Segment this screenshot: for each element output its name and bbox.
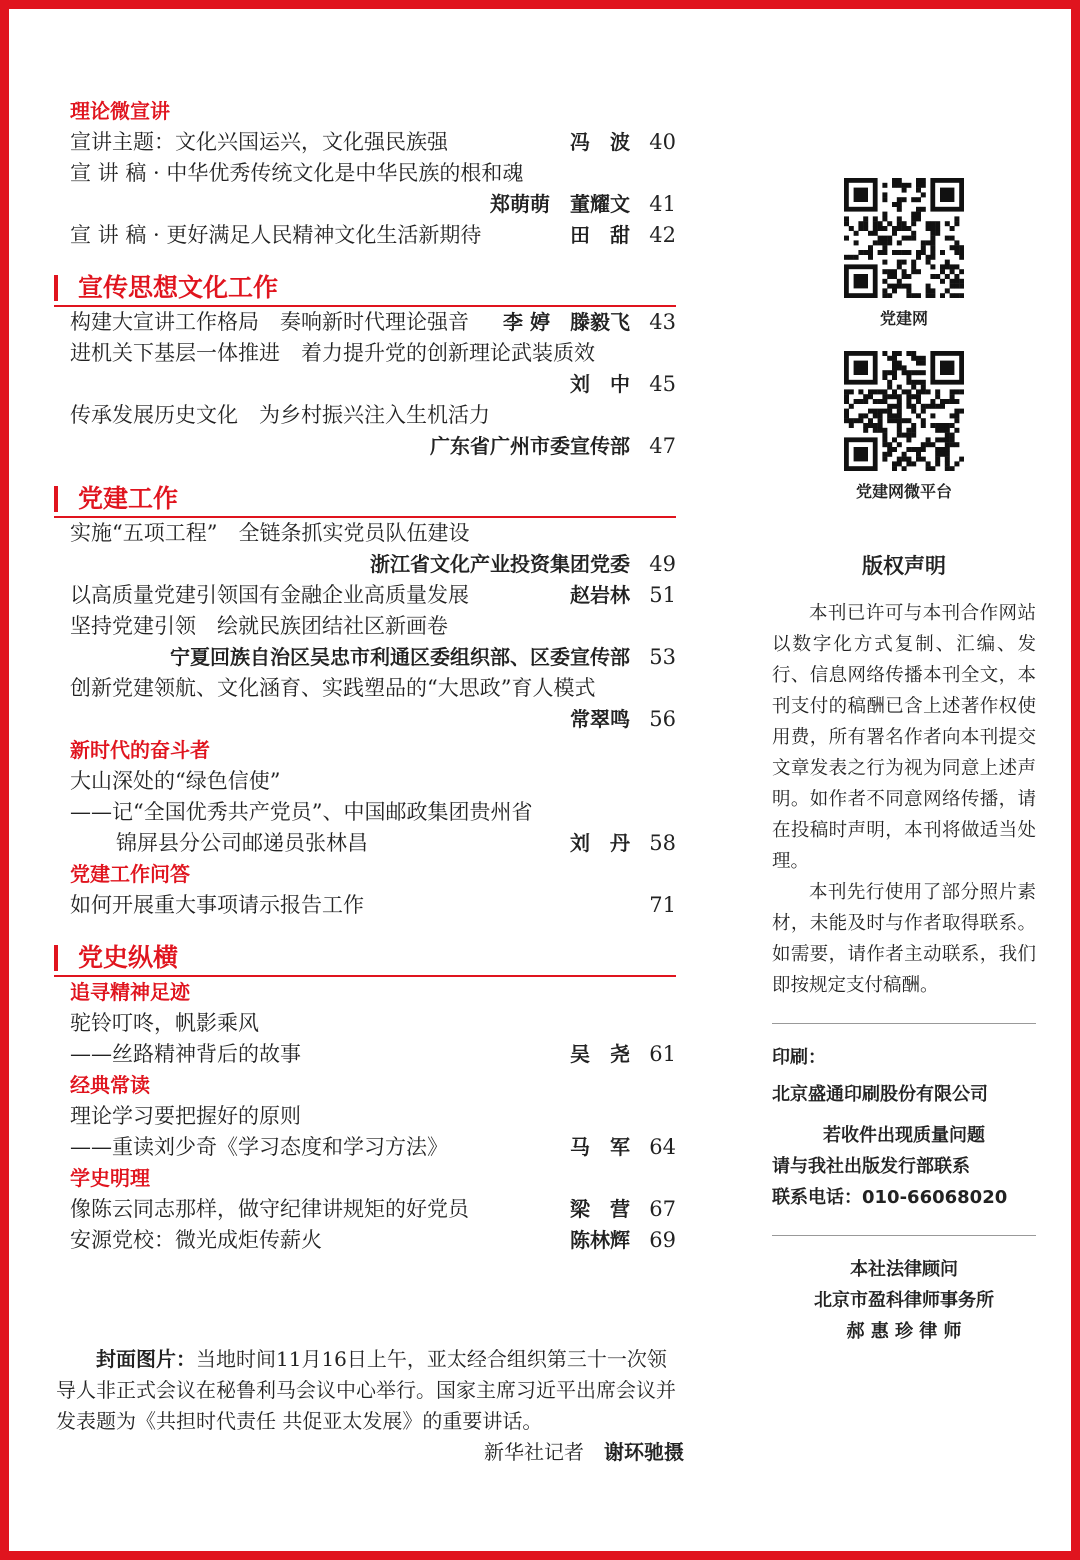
copyright-paragraph: 本刊已许可与本刊合作网站以数字化方式复制、汇编、发行、信息网络传播本刊全文，本刊支付的稿酬已含上述著作权使用费，所有署名作者向本刊提交文章发表之行为视为同意上述声明。如作者不同意网络传播，请在投稿时声明，本刊将做适当处理。 — [772, 603, 1036, 872]
entry-page: 56 — [649, 707, 676, 731]
toc-entry[interactable] — [70, 127, 676, 158]
entry-title: 宣 讲 稿 · 中华优秀传统文化是中华民族的根和魂 — [70, 161, 524, 185]
entry-author: 梁 营 — [570, 1197, 630, 1221]
entry-page: 43 — [649, 310, 676, 334]
lawyer-name: 郝 惠 珍 律 师 — [846, 1321, 962, 1342]
entry-subtitle: ——丝路精神背后的故事 — [70, 1042, 301, 1066]
toc-entry[interactable] — [70, 1194, 676, 1225]
table-of-contents — [70, 96, 676, 1256]
entry-title: 进机关下基层一体推进 着力提升党的创新理论武装质效 — [70, 341, 595, 365]
printer-name: 北京盛通印刷股份有限公司 — [772, 1084, 988, 1105]
toc-entry[interactable] — [70, 1132, 676, 1163]
subsection-heading: 学史明理 — [70, 1166, 150, 1190]
toc-entry[interactable] — [70, 611, 676, 642]
entry-title: 传承发展历史文化 为乡村振兴注入生机活力 — [70, 403, 490, 427]
subsection-heading: 追寻精神足迹 — [70, 980, 190, 1004]
copyright-paragraph: 本刊先行使用了部分照片素材，未能及时与作者取得联系。如需要，请作者主动联系，我们即按规定支付稿酬。 — [772, 882, 1036, 996]
entry-page: 69 — [649, 1228, 676, 1252]
entry-title: 构建大宣讲工作格局 奏响新时代理论强音 — [70, 310, 469, 334]
entry-title: 驼铃叮咚，帆影乘风 — [70, 1011, 259, 1035]
entry-author: 刘 中 — [570, 372, 630, 396]
toc-entry[interactable] — [70, 766, 676, 797]
entry-page: 53 — [649, 645, 676, 669]
entry-page: 64 — [649, 1135, 676, 1159]
sidebar — [772, 178, 1036, 1347]
entry-title: 理论学习要把握好的原则 — [70, 1104, 301, 1128]
entry-author: 吴 尧 — [570, 1042, 630, 1066]
section-flag-icon — [54, 275, 58, 301]
entry-title: 安源党校：微光成炬传薪火 — [70, 1228, 322, 1252]
toc-entry[interactable] — [70, 828, 676, 859]
section-header — [54, 482, 676, 518]
cover-caption — [56, 1344, 684, 1468]
copyright-title: 版权声明 — [862, 554, 946, 578]
legal-advisor: 本社法律顾问 — [850, 1259, 958, 1280]
section-flag-icon — [54, 945, 58, 971]
entry-subtitle: 锦屏县分公司邮递员张林昌 — [116, 831, 368, 855]
section-title: 党建工作 — [78, 484, 179, 513]
qr-code-icon[interactable] — [844, 351, 964, 471]
qr-caption: 党建网 — [879, 309, 928, 328]
toc-entry[interactable] — [70, 797, 676, 828]
section-title: 宣传思想文化工作 — [78, 273, 279, 302]
photo-credit — [56, 1437, 684, 1468]
toc-entry[interactable] — [70, 1225, 676, 1256]
toc-entry[interactable] — [70, 400, 676, 431]
quality-notice: 请与我社出版发行部联系 — [772, 1156, 970, 1177]
entry-page: 40 — [649, 130, 676, 154]
entry-page: 61 — [649, 1042, 676, 1066]
entry-title: 坚持党建引领 绘就民族团结社区新画卷 — [70, 614, 448, 638]
toc-entry[interactable] — [70, 1008, 676, 1039]
entry-page: 49 — [649, 552, 676, 576]
entry-author: 田 甜 — [570, 223, 630, 247]
cover-label: 封面图片： — [96, 1347, 196, 1371]
entry-author: 广东省广州市委宣传部 — [430, 434, 630, 458]
section-flag-icon — [54, 486, 58, 512]
entry-title: 实施“五项工程” 全链条抓实党员队伍建设 — [70, 521, 470, 545]
section-title: 党史纵横 — [78, 943, 179, 972]
divider — [772, 1023, 1036, 1024]
entry-author: 刘 丹 — [570, 831, 630, 855]
credit-name: 谢环驰摄 — [604, 1440, 684, 1464]
toc-entry[interactable] — [70, 307, 676, 338]
entry-subtitle: ——记“全国优秀共产党员”、中国邮政集团贵州省 — [70, 800, 533, 824]
entry-title: 大山深处的“绿色信使” — [70, 769, 281, 793]
entry-title: 创新党建领航、文化涵育、实践塑品的“大思政”育人模式 — [70, 676, 596, 700]
subsection-heading: 理论微宣讲 — [70, 99, 170, 123]
toc-entry[interactable] — [70, 431, 676, 462]
toc-entry[interactable] — [70, 1101, 676, 1132]
entry-page: 71 — [649, 893, 676, 917]
toc-entry[interactable] — [70, 580, 676, 611]
entry-author: 赵岩林 — [570, 583, 630, 607]
entry-title: 宣讲主题：文化兴国运兴，文化强民族强 — [70, 130, 448, 154]
toc-entry[interactable] — [70, 158, 676, 189]
entry-author: 郑萌萌 董耀文 — [490, 192, 630, 216]
entry-page: 42 — [649, 223, 676, 247]
cover-text: 当地时间11月16日上午，亚太经合组织第三十一次领导人非正式会议在秘鲁利马会议中心举行。国家主席习近平出席会议并发表题为《共担时代责任 共促亚太发展》的重要讲话。 — [56, 1347, 676, 1433]
toc-entry[interactable] — [70, 220, 676, 251]
divider — [772, 1235, 1036, 1236]
copyright-text — [772, 598, 1036, 1001]
entry-page: 51 — [649, 583, 676, 607]
entry-author: 冯 波 — [570, 130, 630, 154]
law-firm: 北京市盈科律师事务所 — [814, 1290, 994, 1311]
entry-page: 41 — [649, 192, 676, 216]
subsection-heading: 新时代的奋斗者 — [70, 738, 210, 762]
entry-page: 47 — [649, 434, 676, 458]
toc-entry[interactable] — [70, 673, 676, 704]
qr-caption: 党建网微平台 — [855, 482, 952, 501]
qr-code-icon[interactable] — [844, 178, 964, 298]
toc-entry[interactable] — [70, 1039, 676, 1070]
entry-page: 67 — [649, 1197, 676, 1221]
entry-page: 58 — [649, 831, 676, 855]
subsection-heading: 经典常读 — [70, 1073, 150, 1097]
entry-author: 马 军 — [570, 1135, 630, 1159]
entry-author: 陈林辉 — [570, 1228, 630, 1252]
credit-prefix: 新华社记者 — [484, 1440, 584, 1464]
toc-entry[interactable] — [70, 704, 676, 735]
entry-title: 如何开展重大事项请示报告工作 — [70, 893, 364, 917]
entry-author: 李 婷 滕毅飞 — [503, 310, 630, 334]
quality-notice: 若收件出现质量问题 — [823, 1125, 985, 1146]
section-header — [54, 271, 676, 307]
contact-phone: 联系电话：010-66068020 — [772, 1187, 1008, 1208]
section-header — [54, 941, 676, 977]
entry-subtitle: ——重读刘少奇《学习态度和学习方法》 — [70, 1135, 448, 1159]
print-label: 印刷： — [772, 1047, 826, 1068]
entry-author: 浙江省文化产业投资集团党委 — [370, 552, 630, 576]
toc-entry[interactable] — [70, 642, 676, 673]
toc-entry[interactable] — [70, 189, 676, 220]
entry-title: 像陈云同志那样，做守纪律讲规矩的好党员 — [70, 1197, 469, 1221]
toc-entry[interactable] — [70, 369, 676, 400]
toc-entry[interactable] — [70, 518, 676, 549]
subsection-heading: 党建工作问答 — [70, 862, 190, 886]
toc-entry[interactable] — [70, 549, 676, 580]
toc-entry[interactable] — [70, 338, 676, 369]
entry-title: 宣 讲 稿 · 更好满足人民精神文化生活新期待 — [70, 223, 482, 247]
entry-page: 45 — [649, 372, 676, 396]
cover-text-block — [56, 1344, 684, 1437]
entry-author: 宁夏回族自治区吴忠市利通区委组织部、区委宣传部 — [170, 645, 630, 669]
entry-author: 常翠鸣 — [570, 707, 630, 731]
entry-title: 以高质量党建引领国有金融企业高质量发展 — [70, 583, 469, 607]
toc-entry[interactable] — [70, 890, 676, 921]
